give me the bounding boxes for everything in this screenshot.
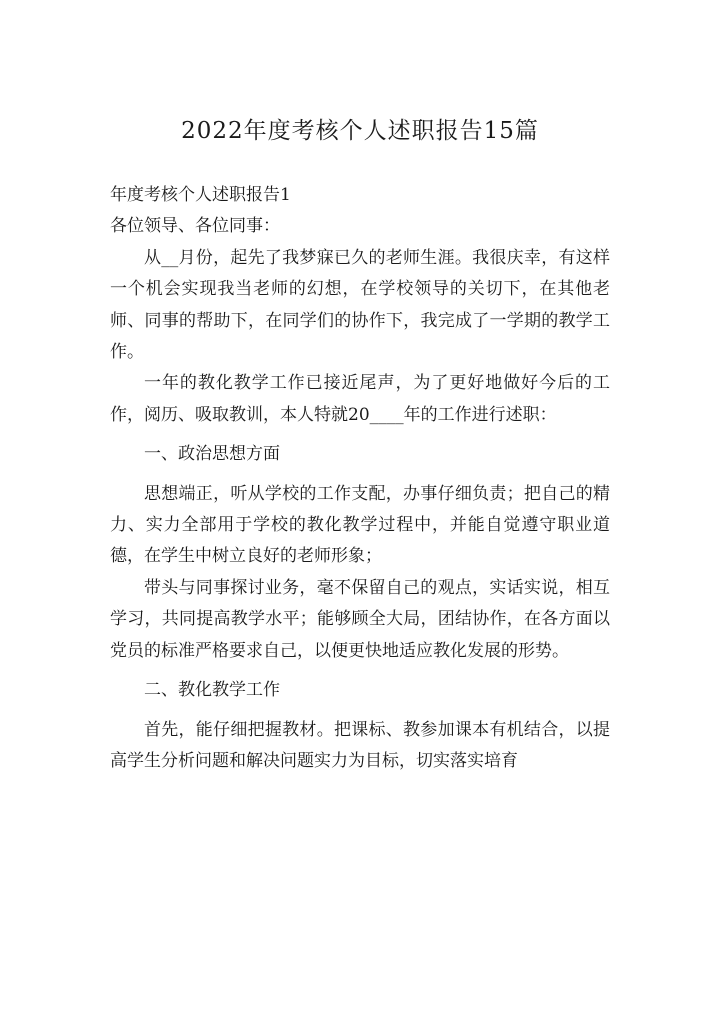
page-title: 2022年度考核个人述职报告15篇 bbox=[181, 118, 539, 144]
salutation: 各位领导、各位同事： bbox=[110, 216, 280, 237]
paragraph: 一年的教化教学工作已接近尾声，为了更好地做好今后的工作，阅历、吸取教训，本人特就20____年的工作进行述职： bbox=[110, 373, 610, 425]
document-body bbox=[110, 180, 610, 777]
paragraph: 带头与同事探讨业务，毫不保留自己的观点，实话实说，相互学习，共同提高教学水平；能够顾全大局，团结协作，在各方面以党员的标准严格要求自己，以便更快地适应教化发展的形势。 bbox=[110, 577, 610, 661]
paragraph: 首先，能仔细把握教材。把课标、教参加课本有机结合，以提高学生分析问题和解决问题实力为目标，切实落实培育 bbox=[110, 719, 610, 771]
section-heading: 一、政治思想方面 bbox=[144, 444, 280, 465]
section-subtitle: 年度考核个人述职报告1 bbox=[110, 185, 291, 205]
paragraph: 思想端正，听从学校的工作支配，办事仔细负责；把自己的精力、实力全部用于学校的教化教学过程中，并能自觉遵守职业道德，在学生中树立良好的老师形象； bbox=[110, 483, 610, 567]
section-heading: 二、教化教学工作 bbox=[144, 680, 280, 701]
paragraph: 从__月份，起先了我梦寐已久的老师生涯。我很庆幸，有这样一个机会实现我当老师的幻想，在学校领导的关切下，在其他老师、同事的帮助下，在同学们的协作下，我完成了一学期的教学工作。 bbox=[110, 247, 610, 363]
